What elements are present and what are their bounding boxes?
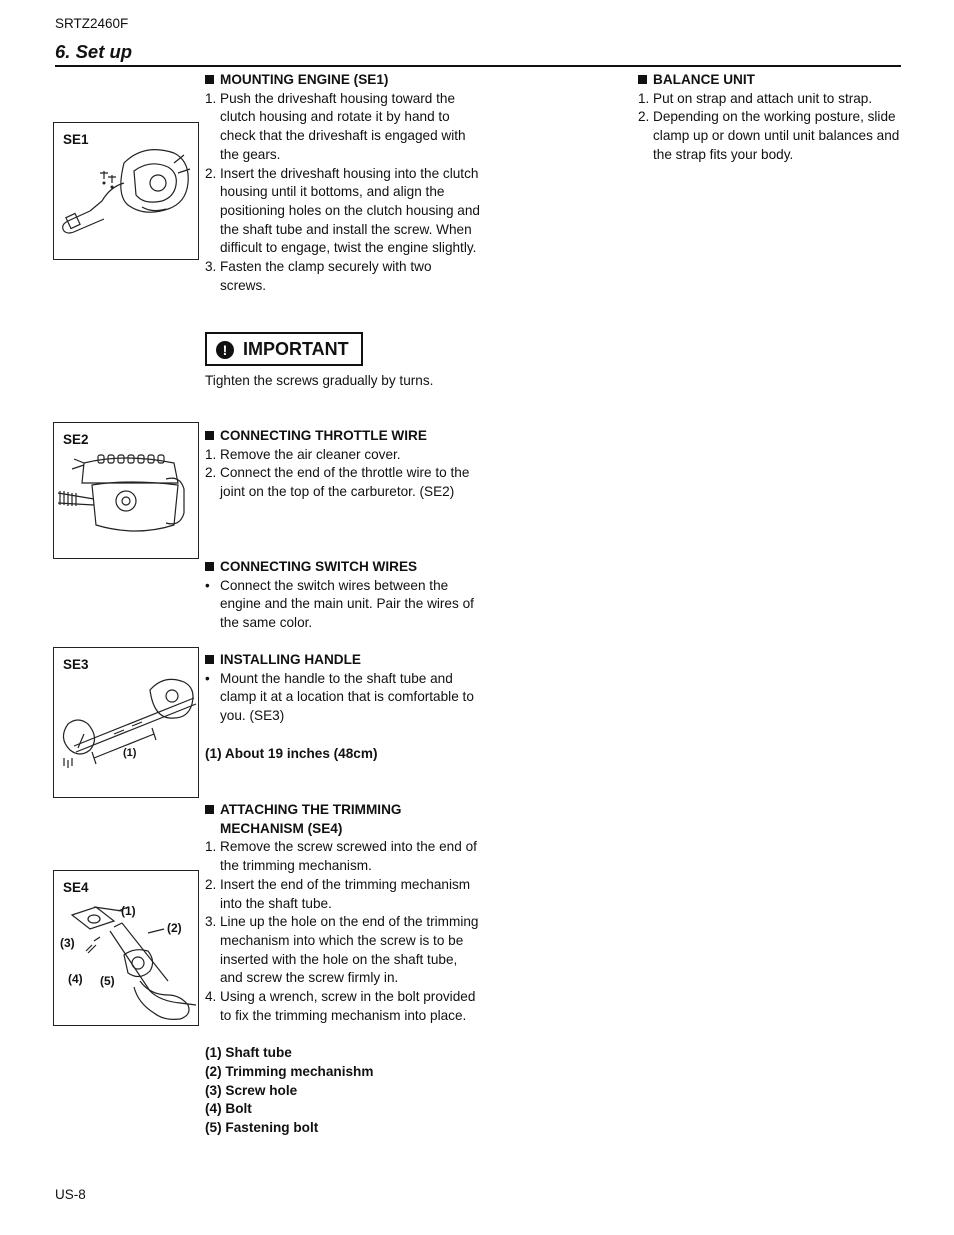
section-heading: BALANCE UNIT	[638, 71, 900, 90]
legend-item: (3) Screw hole	[205, 1082, 298, 1098]
model-number: SRTZ2460F	[55, 16, 129, 31]
legend-item: (4) Bolt	[205, 1101, 252, 1117]
mounting-engine-section	[205, 71, 480, 295]
header-rule	[55, 65, 901, 67]
page-number: US-8	[55, 1187, 86, 1202]
figure-se3	[53, 647, 199, 798]
square-bullet-icon	[205, 431, 214, 440]
important-label: IMPORTANT	[243, 339, 349, 359]
figure-label: SE4	[63, 880, 89, 895]
figure-se2	[53, 422, 199, 559]
handle-installation-illustration	[54, 648, 200, 799]
figure-label: SE3	[63, 657, 89, 672]
balance-unit-section	[638, 71, 900, 165]
callout-label: (3)	[60, 936, 75, 950]
section-heading: CONNECTING SWITCH WIRES	[205, 558, 480, 577]
section-heading: ATTACHING THE TRIMMING	[205, 801, 480, 820]
square-bullet-icon	[205, 562, 214, 571]
section-heading: CONNECTING THROTTLE WIRE	[205, 427, 480, 446]
throttle-wire-section	[205, 427, 480, 502]
list-item: 1. Remove the air cleaner cover.	[205, 446, 401, 462]
list-item: 2. Insert the driveshaft housing into the clutch housing until it bottoms, and align the positioning holes on the clutch housing and the shaft tube and install the screw. When difficult to engage, twist the engine slightly.	[205, 165, 480, 256]
square-bullet-icon	[205, 655, 214, 664]
list-item: 2. Insert the end of the trimming mechanism into the shaft tube.	[205, 876, 471, 911]
legend-item: (2) Trimming mechanishm	[205, 1063, 374, 1079]
parts-legend	[205, 1044, 480, 1138]
list-item: 4. Using a wrench, screw in the bolt provided to fix the trimming mechanism into place.	[205, 989, 476, 1023]
callout-label: (5)	[100, 974, 115, 988]
important-text: Tighten the screws gradually by turns.	[205, 373, 434, 388]
legend-item: (5) Fastening bolt	[205, 1119, 319, 1135]
square-bullet-icon	[205, 75, 214, 84]
important-notice	[205, 332, 363, 366]
trimming-mechanism-illustration	[54, 871, 200, 1027]
handle-note: (1) About 19 inches (48cm)	[205, 745, 378, 761]
list-item: • Connect the switch wires between the engine and the main unit. Pair the wires of the same color.	[205, 577, 474, 631]
square-bullet-icon	[638, 75, 647, 84]
legend-item: (1) Shaft tube	[205, 1045, 292, 1061]
figure-se4	[53, 870, 199, 1026]
callout-label: (1)	[121, 904, 136, 918]
callout-label: (2)	[167, 921, 182, 935]
callout-label: (1)	[123, 747, 137, 759]
section-heading: INSTALLING HANDLE	[205, 651, 480, 670]
square-bullet-icon	[205, 805, 214, 814]
callout-label: (4)	[68, 972, 83, 986]
figure-label: SE1	[63, 132, 89, 147]
trimming-section	[205, 801, 480, 1138]
installing-handle-section	[205, 651, 480, 763]
list-item: 3. Line up the hole on the end of the trimming mechanism into which the screw is to be inserted with the hole on the shaft tube, and screw the screw firmly in.	[205, 914, 479, 986]
switch-wires-section	[205, 558, 480, 633]
list-item: 1. Push the driveshaft housing toward the clutch housing and rotate it by hand to check that the driveshaft is engaged with the gears.	[205, 90, 466, 162]
engine-mounting-illustration	[54, 123, 200, 261]
list-item: 1. Put on strap and attach unit to strap.	[638, 90, 873, 106]
list-item: • Mount the handle to the shaft tube and clamp it at a location that is comfortable to you. (SE3)	[205, 670, 474, 724]
section-heading-continued: MECHANISM (SE4)	[220, 820, 343, 836]
exclamation-icon: !	[216, 341, 234, 359]
list-item: 2. Connect the end of the throttle wire to the joint on the top of the carburetor. (SE2)	[205, 465, 470, 500]
throttle-wire-illustration	[54, 423, 200, 560]
list-item: 1. Remove the screw screwed into the end of the trimming mechanism.	[205, 839, 477, 874]
section-heading: MOUNTING ENGINE (SE1)	[205, 71, 480, 90]
section-title: 6. Set up	[55, 41, 133, 62]
list-item: 3. Fasten the clamp securely with two screws.	[205, 259, 432, 293]
figure-label: SE2	[63, 432, 89, 447]
list-item: 2. Depending on the working posture, slide clamp up or down until unit balances and the strap fits your body.	[638, 109, 900, 162]
figure-se1	[53, 122, 199, 260]
